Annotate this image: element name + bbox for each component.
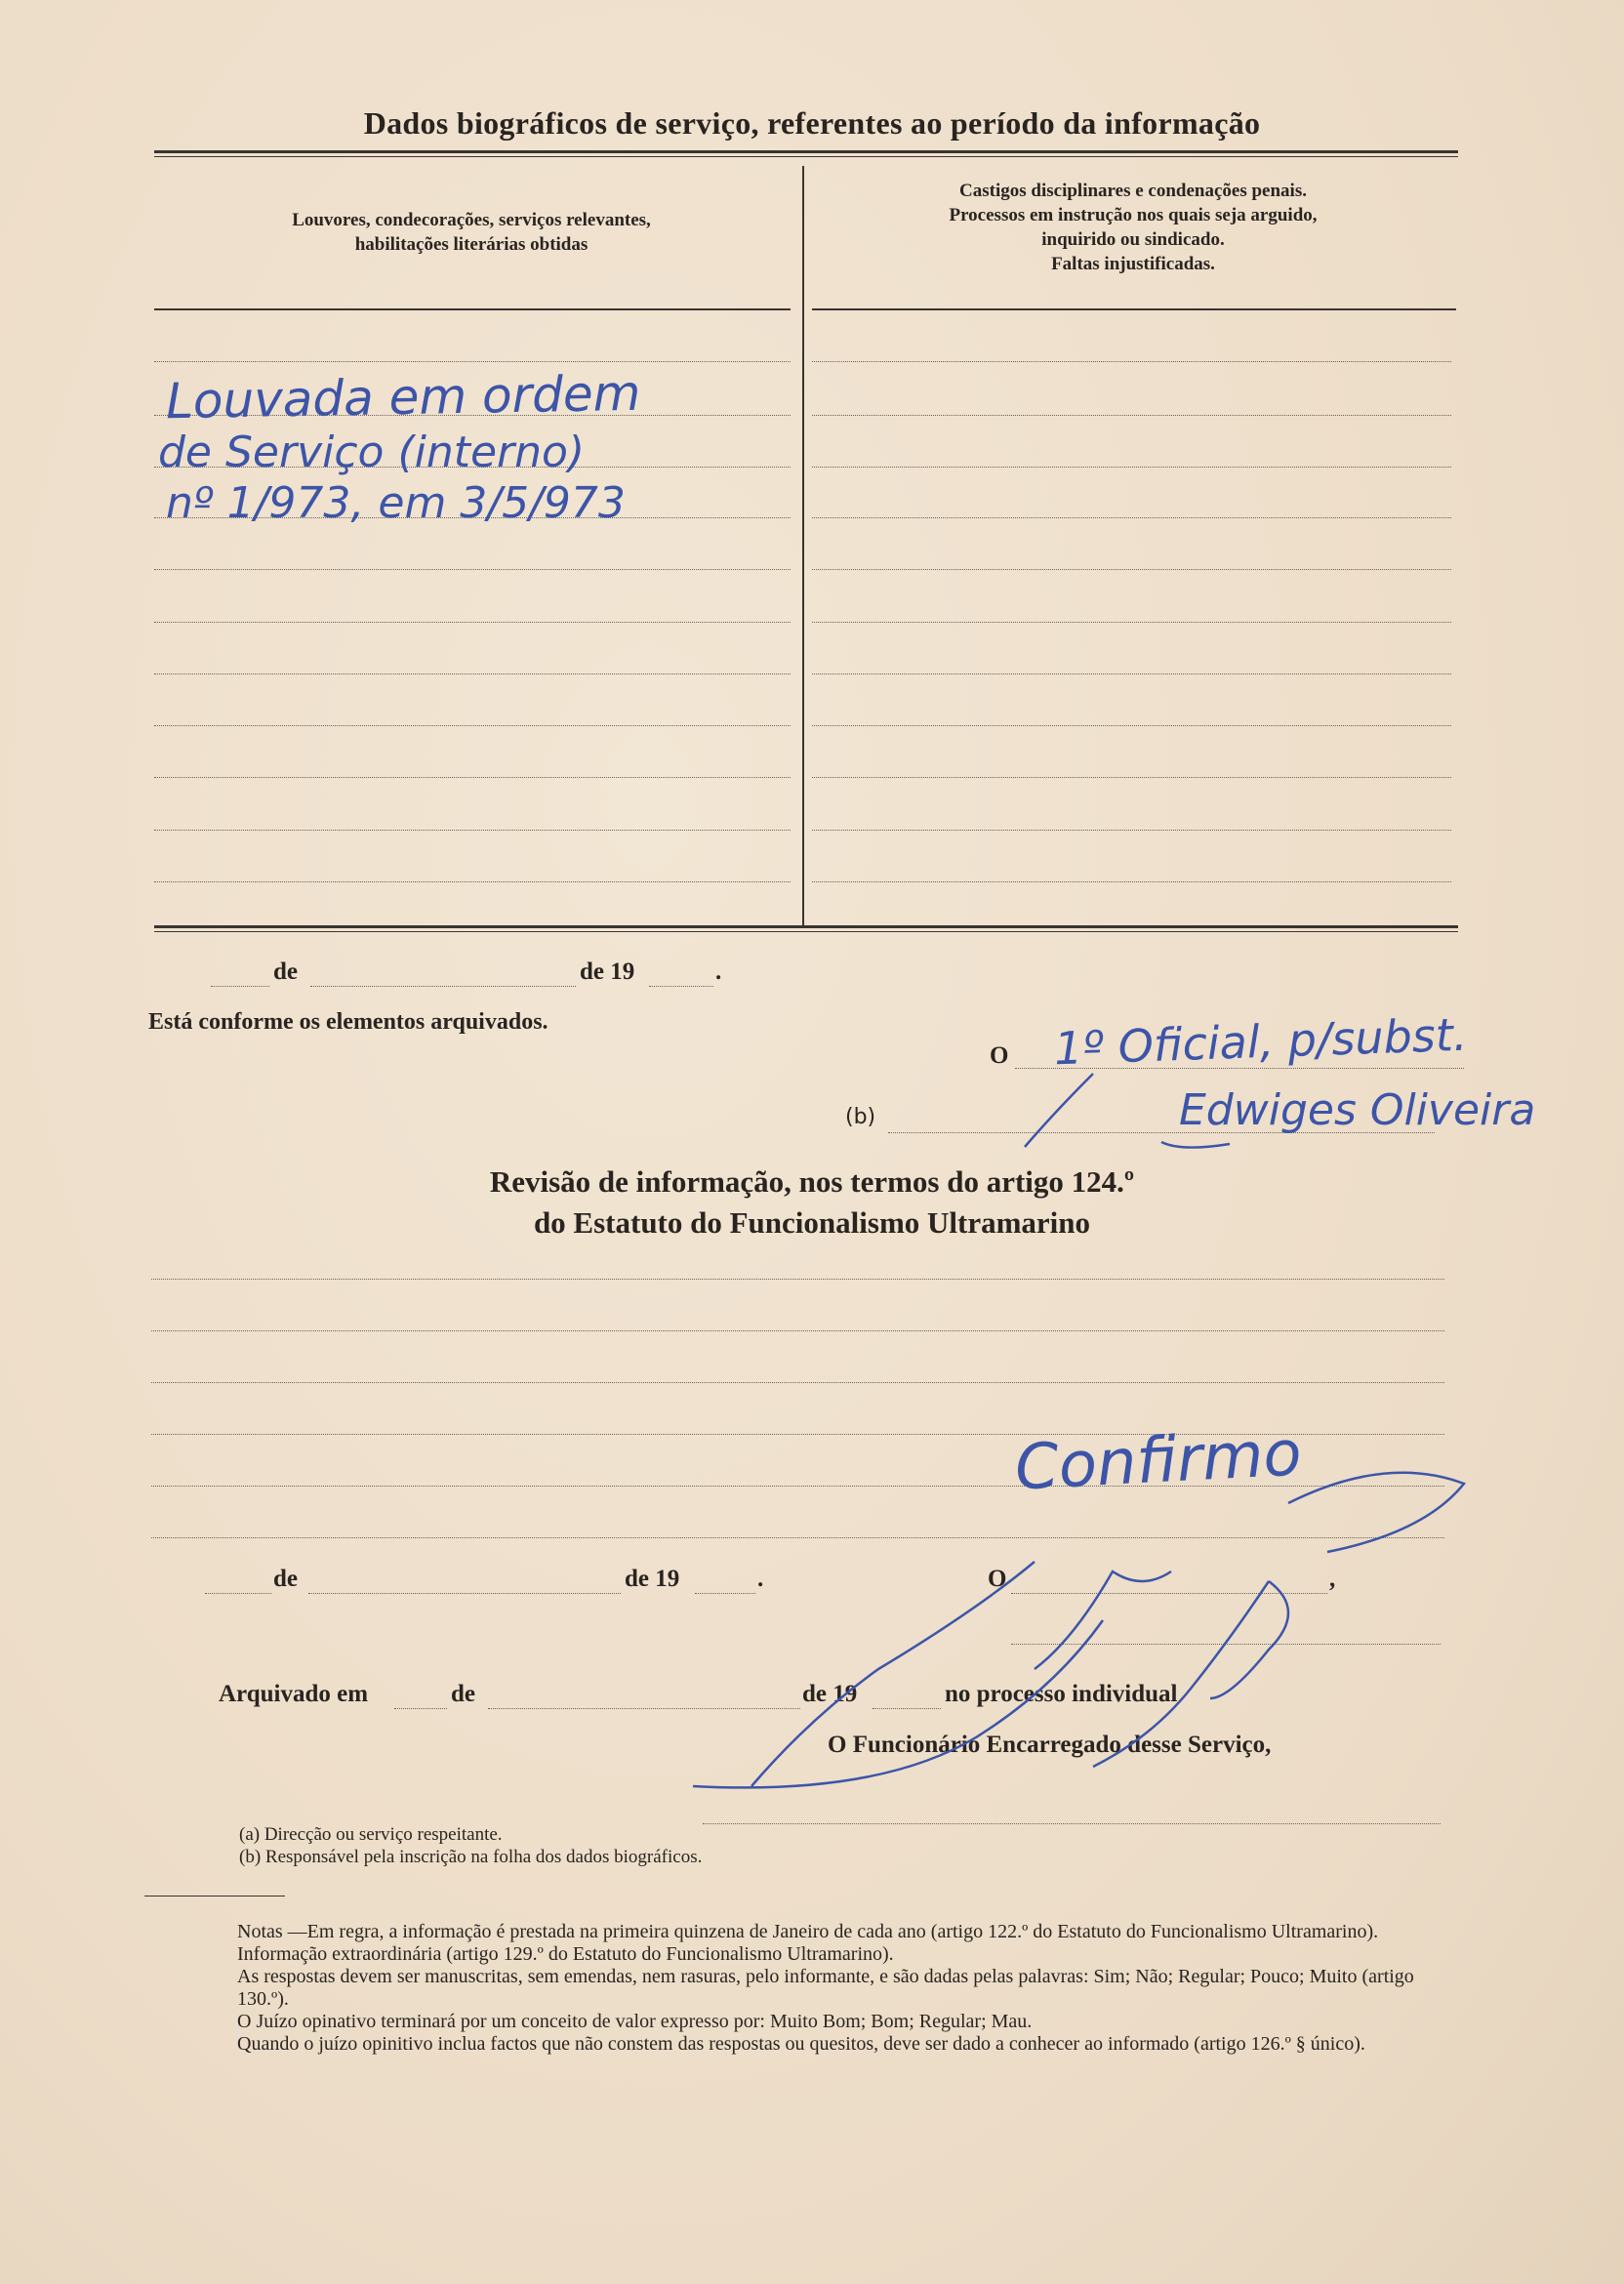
left-line <box>154 725 791 726</box>
left-column-heading: Louvores, condecorações, serviços relevantes, habilitações literárias obtidas <box>292 210 651 255</box>
o-label: O <box>990 1042 1009 1069</box>
arquivado-de-19-label: de 19 <box>802 1681 858 1707</box>
arquivado-day-field[interactable] <box>394 1708 447 1709</box>
note-1: Notas —Em regra, a informação é prestada na primeira quinzena de Janeiro de cada ano (artigo 122.º do Estatuto do Funcionalismo Ultramarino). <box>237 1921 1379 1942</box>
table-bottom-rule-thin <box>154 931 1458 932</box>
handwritten-commendation-line3: nº 1/973, em 3/5/973 <box>166 478 626 528</box>
table-bottom-rule <box>154 925 1458 928</box>
review-title-line2: do Estatuto do Funcionalismo Ultramarino <box>533 1205 1091 1240</box>
b-label: (b) <box>845 1105 876 1129</box>
handwritten-commendation-line2: de Serviço (interno) <box>158 428 586 477</box>
arquivado-de-label: de <box>451 1681 475 1707</box>
right-line <box>812 467 1451 468</box>
year-field[interactable] <box>649 986 713 987</box>
right-line <box>812 830 1451 831</box>
review-title-line1: Revisão de informação, nos termos do artigo 124.º <box>489 1164 1135 1199</box>
right-line <box>812 881 1451 882</box>
review-de-19-label: de 19 <box>625 1566 680 1592</box>
review-o-label: O <box>988 1566 1007 1592</box>
processo-individual-label: no processo individual <box>945 1681 1178 1707</box>
review-line[interactable] <box>151 1279 1444 1280</box>
review-line[interactable] <box>151 1330 1444 1331</box>
handwritten-signature-edwiges: Edwiges Oliveira <box>1179 1085 1536 1135</box>
conforme-statement: Está conforme os elementos arquivados. <box>148 1009 548 1035</box>
note-3: As respostas devem ser manuscritas, sem emendas, nem rasuras, pelo informante, e são dadas pelas palavras: Sim; Não; Regular; Pouco; Muito (artigo 130.º). <box>237 1966 1414 2010</box>
notes-rule <box>144 1896 285 1897</box>
de-label: de <box>273 958 298 985</box>
handwritten-official-title: 1º Oficial, p/subst. <box>1053 1007 1469 1076</box>
funcionario-signature-field[interactable] <box>703 1823 1441 1824</box>
title-rule <box>154 150 1458 153</box>
right-column-heading: Castigos disciplinares e condenações penais. Processos em instrução nos quais seja arguido, inquirido ou sindicado. Faltas injustificadas. <box>949 181 1318 274</box>
right-line <box>812 415 1451 416</box>
right-line <box>812 725 1451 726</box>
note-4: O Juízo opinativo terminará por um conceito de valor expresso por: Muito Bom; Bom; Regular; Mau. <box>237 2011 1033 2032</box>
left-line <box>154 569 791 570</box>
date-end-dot: . <box>715 958 722 985</box>
left-line <box>154 881 791 882</box>
de-19-label: de 19 <box>580 958 635 985</box>
review-month-field[interactable] <box>308 1593 621 1594</box>
review-signature-strokes <box>683 1445 1483 1835</box>
review-date-end: . <box>757 1566 764 1592</box>
right-line <box>812 622 1451 623</box>
left-line <box>154 673 791 674</box>
left-line <box>154 830 791 831</box>
funcionario-encarregado-label: O Funcionário Encarregado desse Serviço, <box>828 1732 1272 1758</box>
arquivado-label: Arquivado em <box>219 1681 369 1707</box>
left-line <box>154 622 791 623</box>
title-rule-thin <box>154 156 1458 157</box>
signature-flourish <box>1015 1054 1230 1162</box>
column-divider <box>802 166 804 927</box>
note-2: Informação extraordinária (artigo 129.º do Estatuto do Funcionalismo Ultramarino). <box>237 1943 894 1965</box>
review-day-field[interactable] <box>205 1593 271 1594</box>
notes-block <box>144 1921 1447 2056</box>
right-line <box>812 361 1451 362</box>
handwritten-confirmo: Confirmo <box>1013 1417 1304 1505</box>
review-de-label: de <box>273 1566 298 1592</box>
handwritten-commendation-line1: Louvada em ordem <box>165 364 641 430</box>
review-line[interactable] <box>151 1382 1444 1383</box>
left-heading-rule <box>154 308 791 310</box>
left-line <box>154 777 791 778</box>
day-field[interactable] <box>211 986 269 987</box>
page-title: Dados biográficos de serviço, referentes ao período da informação <box>363 105 1261 141</box>
footnote-b: (b) Responsável pela inscrição na folha dos dados biográficos. <box>239 1847 703 1867</box>
review-comma: , <box>1329 1566 1336 1592</box>
left-line <box>154 361 791 362</box>
right-heading-rule <box>812 308 1456 310</box>
month-field[interactable] <box>310 986 576 987</box>
right-line <box>812 777 1451 778</box>
footnote-a: (a) Direcção ou serviço respeitante. <box>239 1824 503 1845</box>
right-line <box>812 569 1451 570</box>
right-line <box>812 517 1451 518</box>
note-5: Quando o juízo opinitivo inclua factos que não constem das respostas ou quesitos, deve ser dado a conhecer ao informado (artigo 126.º § único). <box>237 2033 1365 2055</box>
right-line <box>812 673 1451 674</box>
